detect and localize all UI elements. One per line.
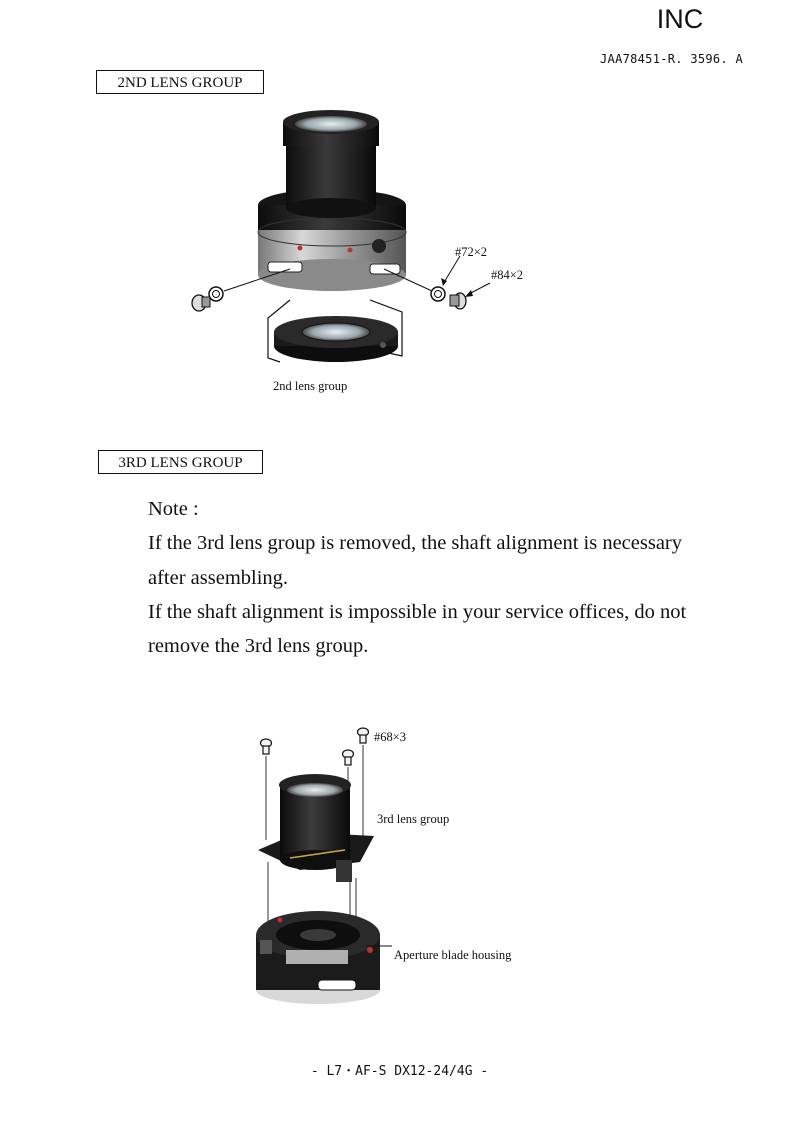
note-line: If the shaft alignment is impossible in your service offices, do not (148, 600, 687, 623)
screw-label-72: #72×2 (455, 245, 488, 259)
document-code: JAA78451-R. 3596. A (600, 52, 743, 66)
note-line: remove the 3rd lens group. (148, 635, 369, 658)
part-label-2nd-lens-group: 2nd lens group (273, 379, 348, 393)
section-title-2nd-lens-group: 2ND LENS GROUP (96, 70, 264, 94)
section-title-3rd-lens-group: 3RD LENS GROUP (98, 450, 263, 474)
part-label-aperture-blade-housing: Aperture blade housing (394, 948, 512, 962)
note-line: If the 3rd lens group is removed, the shaft alignment is necessary (148, 532, 682, 555)
screw-label-68: #68×3 (374, 730, 407, 744)
note-line: after assembling. (148, 566, 289, 589)
part-label-3rd-lens-group: 3rd lens group (377, 812, 450, 826)
corner-title: INC (656, 4, 704, 34)
page-footer: - L7・AF-S DX12-24/4G - (310, 1064, 489, 1079)
note-line: Note : (148, 498, 199, 520)
screw-label-84: #84×2 (491, 268, 524, 282)
